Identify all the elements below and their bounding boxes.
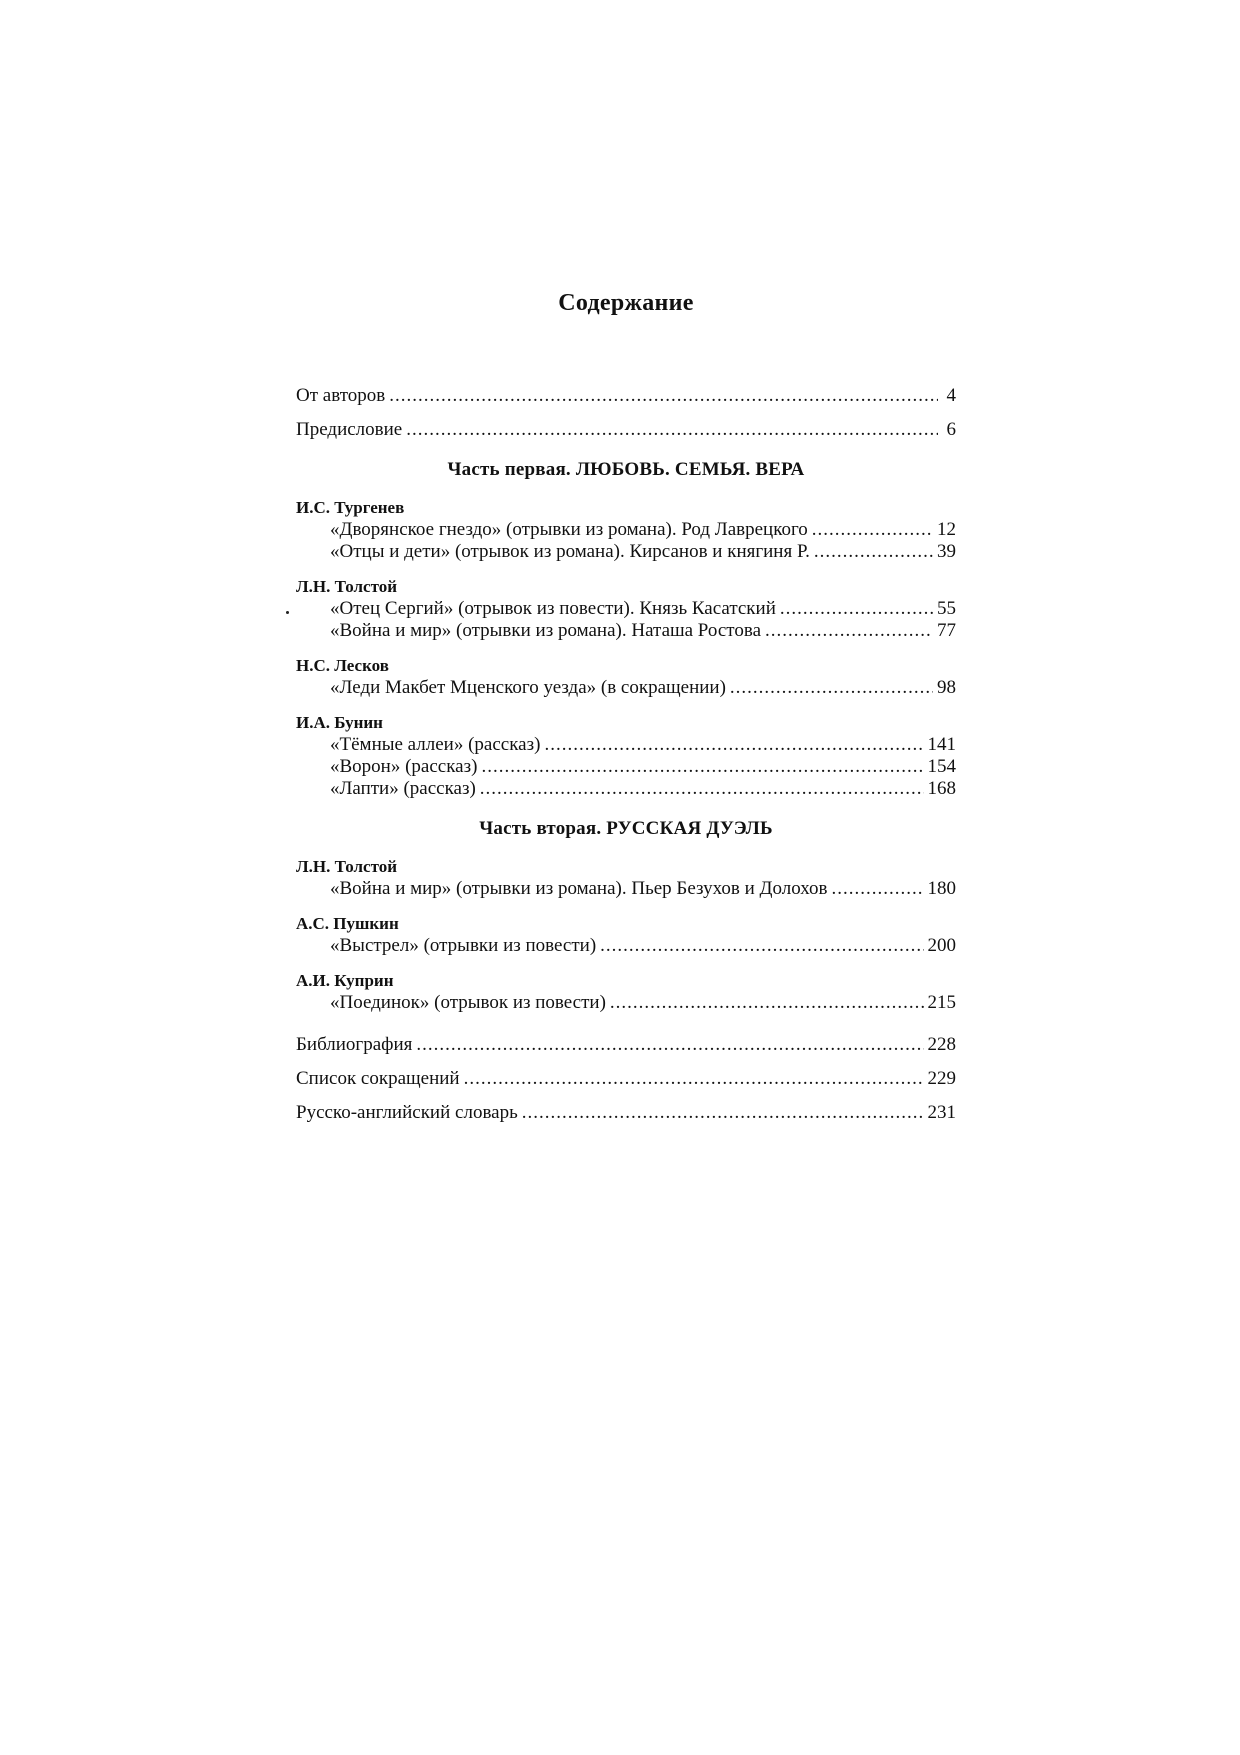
author-name: И.С. Тургенев: [296, 498, 405, 517]
toc-entry[interactable]: [296, 519, 956, 541]
entry-label: Библиография: [296, 1034, 413, 1055]
entry-label: «Дворянское гнездо» (отрывки из романа). Род Лаврецкого: [330, 519, 808, 540]
dot-leader: [610, 992, 924, 1014]
dot-leader: [544, 734, 923, 756]
author-block: [296, 497, 956, 563]
toc-entry[interactable]: [296, 598, 956, 620]
table-of-contents: [296, 290, 956, 1136]
entry-label: «Лапти» (рассказ): [330, 778, 476, 799]
entry-label: «Отец Сергий» (отрывок из повести). Князь Касатский: [330, 598, 776, 619]
entry-page: 215: [927, 992, 956, 1013]
toc-entry[interactable]: [296, 620, 956, 642]
dot-leader: [600, 935, 923, 957]
entry-label: Предисловие: [296, 419, 403, 440]
dot-leader: [464, 1068, 924, 1090]
dot-leader: [416, 1034, 923, 1056]
entry-page: 231: [927, 1102, 956, 1123]
entry-page: 12: [937, 519, 956, 540]
entry-label: «Тёмные аллеи» (рассказ): [330, 734, 541, 755]
toc-entry[interactable]: [296, 541, 956, 563]
entry-label: «Поединок» (отрывок из повести): [330, 992, 606, 1013]
toc-entry[interactable]: [296, 878, 956, 900]
entry-page: 141: [927, 734, 956, 755]
entry-label: «Выстрел» (отрывки из повести): [330, 935, 597, 956]
author-name: Л.Н. Толстой: [296, 577, 397, 596]
back-matter: [296, 1034, 956, 1124]
author-name: Л.Н. Толстой: [296, 857, 397, 876]
part-section: [296, 459, 956, 800]
part-heading: Часть первая. ЛЮБОВЬ. СЕМЬЯ. ВЕРА: [447, 459, 805, 480]
toc-entry[interactable]: [296, 935, 956, 957]
toc-entry[interactable]: [296, 756, 956, 778]
toc-entry[interactable]: [296, 1034, 956, 1056]
author-block: [296, 712, 956, 800]
toc-entry[interactable]: [296, 1102, 956, 1124]
part-heading: Часть вторая. РУССКАЯ ДУЭЛЬ: [479, 818, 773, 839]
dot-leader: [812, 519, 933, 541]
entry-label: «Война и мир» (отрывки из романа). Наташа Ростова: [330, 620, 762, 641]
dot-leader: [814, 541, 933, 563]
entry-label: Русско-английский словарь: [296, 1102, 518, 1123]
toc-entry[interactable]: [296, 1068, 956, 1090]
author-name: И.А. Бунин: [296, 713, 383, 732]
toc-entry[interactable]: [296, 385, 956, 407]
stray-ink-dot: [286, 611, 289, 614]
toc-entry[interactable]: [296, 677, 956, 699]
author-block: [296, 970, 956, 1014]
entry-label: «Леди Макбет Мценского уезда» (в сокращении): [330, 677, 726, 698]
toc-entry[interactable]: [296, 734, 956, 756]
entry-page: 6: [946, 419, 956, 440]
dot-leader: [389, 385, 938, 407]
toc-entry[interactable]: [296, 778, 956, 800]
author-block: [296, 913, 956, 957]
entry-page: 55: [937, 598, 956, 619]
entry-page: 4: [946, 385, 956, 406]
dot-leader: [481, 756, 923, 778]
entry-page: 39: [937, 541, 956, 562]
entry-label: От авторов: [296, 385, 386, 406]
entry-page: 168: [927, 778, 956, 799]
dot-leader: [480, 778, 924, 800]
entry-page: 228: [927, 1034, 956, 1055]
part-section: [296, 818, 956, 1014]
entry-page: 200: [927, 935, 956, 956]
entry-label: Список сокращений: [296, 1068, 460, 1089]
entry-page: 77: [937, 620, 956, 641]
entry-page: 180: [927, 878, 956, 899]
entry-label: «Отцы и дети» (отрывок из романа). Кирсанов и княгиня Р.: [330, 541, 810, 562]
toc-entry[interactable]: [296, 992, 956, 1014]
author-block: [296, 655, 956, 699]
dot-leader: [832, 878, 924, 900]
author-name: А.И. Куприн: [296, 971, 394, 990]
author-block: [296, 576, 956, 642]
author-name: Н.С. Лесков: [296, 656, 389, 675]
author-block: [296, 856, 956, 900]
entry-page: 98: [937, 677, 956, 698]
entry-label: «Война и мир» (отрывки из романа). Пьер Безухов и Долохов: [330, 878, 828, 899]
dot-leader: [730, 677, 933, 699]
page-title: Содержание: [558, 290, 694, 316]
dot-leader: [522, 1102, 924, 1124]
entry-page: 229: [927, 1068, 956, 1089]
entry-label: «Ворон» (рассказ): [330, 756, 478, 777]
front-matter: [296, 385, 956, 441]
toc-entry[interactable]: [296, 419, 956, 441]
dot-leader: [765, 620, 933, 642]
entry-page: 154: [927, 756, 956, 777]
dot-leader: [406, 419, 938, 441]
dot-leader: [780, 598, 933, 620]
author-name: А.С. Пушкин: [296, 914, 399, 933]
